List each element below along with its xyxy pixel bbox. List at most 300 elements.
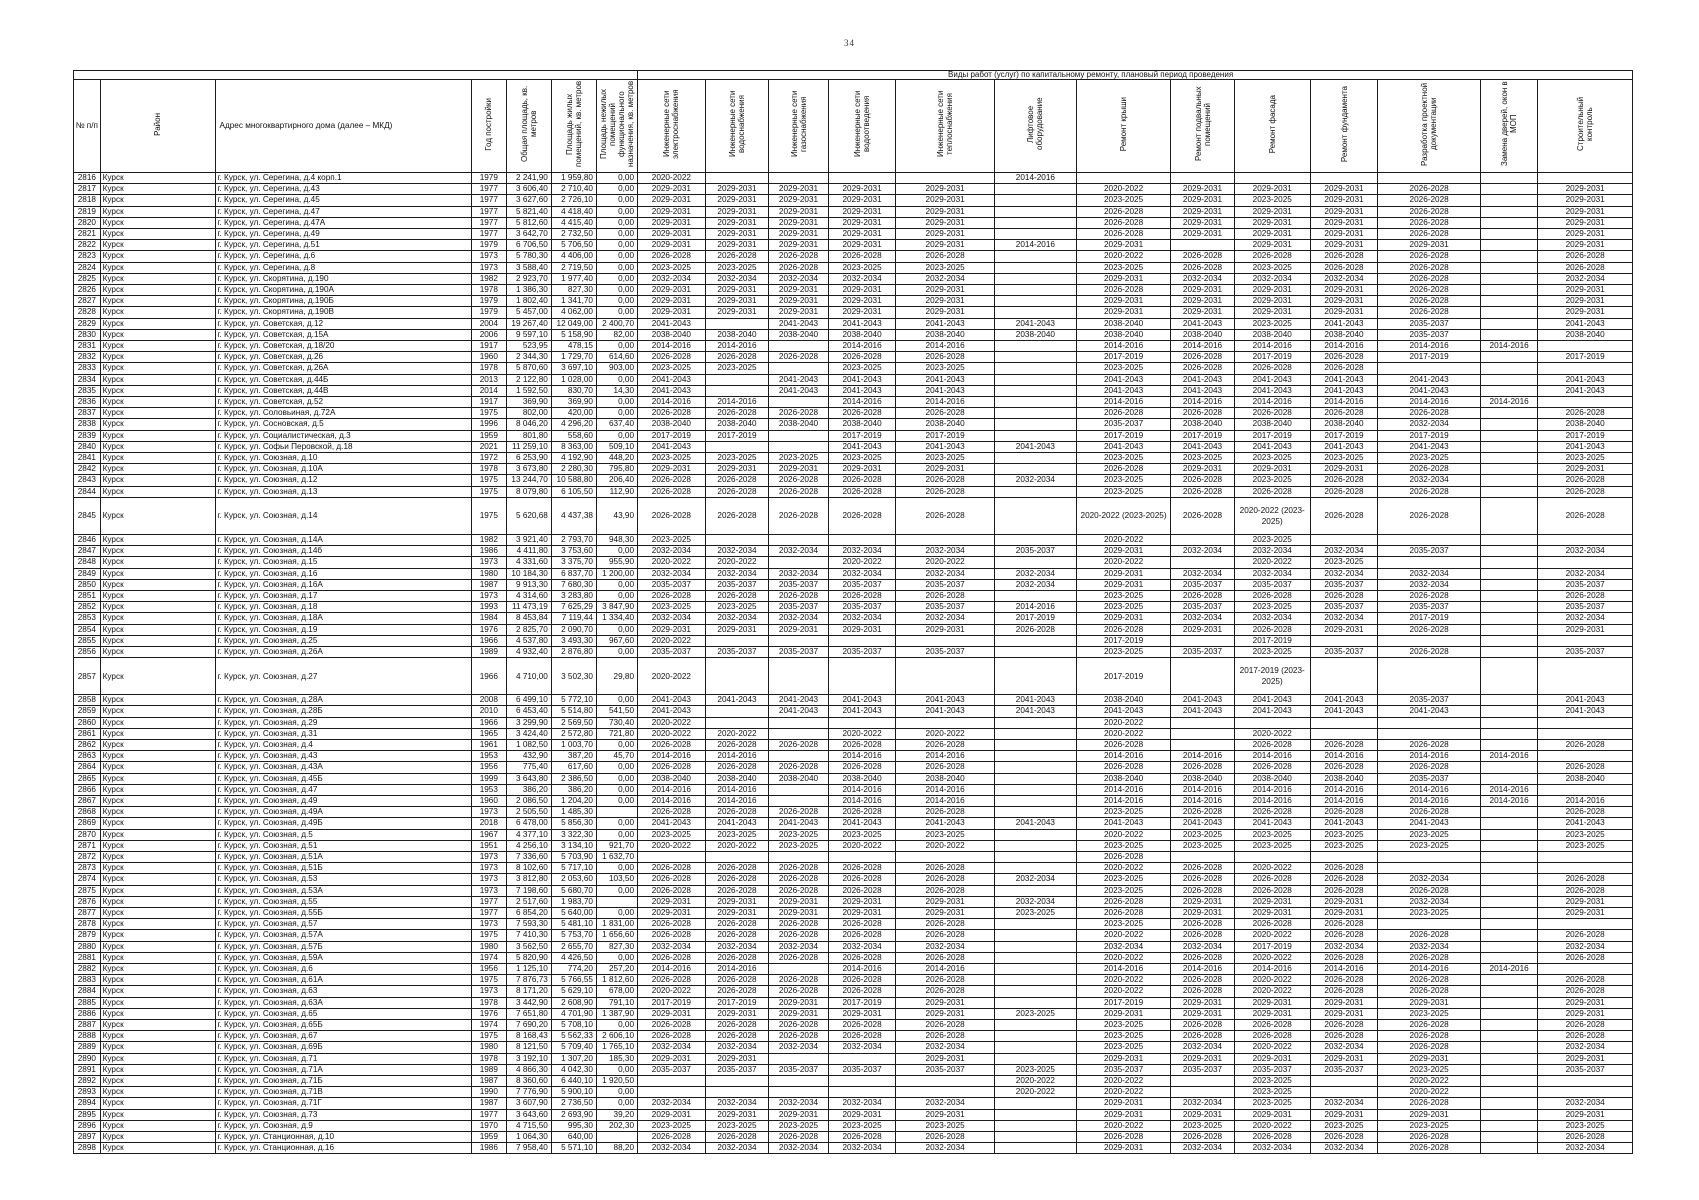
work-period-cell: 2029-2031 — [828, 184, 896, 195]
work-period-cell: 2029-2031 — [1234, 285, 1310, 296]
address-cell: г. Курск, ул. Союзная, д.43А — [215, 762, 471, 773]
work-period-cell — [896, 1087, 994, 1098]
work-period-cell: 2041-2043 — [1234, 441, 1310, 452]
work-period-cell: 2029-2031 — [705, 907, 769, 918]
work-period-cell: 2026-2028 — [638, 408, 706, 419]
work-period-cell — [1538, 658, 1633, 695]
work-period-cell: 2020-2022 — [1076, 251, 1170, 262]
row-number: 2833 — [74, 363, 101, 374]
work-period-cell: 2020-2022 — [1076, 975, 1170, 986]
work-period-cell — [1378, 863, 1481, 874]
address-cell: г. Курск, ул. Союзная, д.27 — [215, 658, 471, 695]
work-period-cell — [994, 453, 1076, 464]
living-area-cell: 5 571,10 — [551, 1143, 596, 1154]
work-period-cell: 2026-2028 — [1171, 262, 1235, 273]
work-period-cell — [1480, 262, 1537, 273]
table-row — [74, 975, 1633, 986]
work-period-cell — [769, 784, 828, 795]
work-period-cell: 2026-2028 — [1538, 930, 1633, 941]
work-period-cell: 2029-2031 — [638, 307, 706, 318]
work-period-cell: 2029-2031 — [769, 997, 828, 1008]
work-period-cell: 2026-2028 — [828, 930, 896, 941]
work-period-cell — [1171, 717, 1235, 728]
year-cell: 1972 — [471, 453, 506, 464]
row-number: 2888 — [74, 1031, 101, 1042]
year-cell: 1977 — [471, 184, 506, 195]
work-period-cell — [994, 408, 1076, 419]
work-period-cell: 2023-2025 — [1076, 885, 1170, 896]
table-row — [74, 229, 1633, 240]
work-period-cell: 2041-2043 — [1310, 385, 1378, 396]
work-period-cell: 2014-2016 — [638, 751, 706, 762]
work-period-cell: 2041-2043 — [769, 706, 828, 717]
work-period-cell: 2029-2031 — [896, 296, 994, 307]
year-cell: 2006 — [471, 329, 506, 340]
work-period-cell — [1480, 184, 1537, 195]
address-cell: г. Курск, ул. Союзная, д.65 — [215, 1008, 471, 1019]
work-period-cell: 2020-2022 — [994, 1087, 1076, 1098]
work-period-cell: 2029-2031 — [896, 997, 994, 1008]
work-period-cell: 2026-2028 — [896, 475, 994, 486]
row-number: 2841 — [74, 453, 101, 464]
work-period-cell: 2029-2031 — [896, 464, 994, 475]
year-cell: 1979 — [471, 296, 506, 307]
work-period-cell: 2026-2028 — [1378, 184, 1481, 195]
address-cell: г. Курск, ул. Советская, д.15А — [215, 329, 471, 340]
work-period-cell: 2026-2028 — [1310, 885, 1378, 896]
work-period-cell — [1480, 568, 1537, 579]
work-period-cell: 2029-2031 — [705, 296, 769, 307]
work-period-cell: 2026-2028 — [1310, 739, 1378, 750]
work-period-cell: 2029-2031 — [828, 896, 896, 907]
work-period-cell: 2020-2022 — [1076, 184, 1170, 195]
row-number: 2817 — [74, 184, 101, 195]
living-area-cell: 7 119,44 — [551, 613, 596, 624]
work-period-cell: 2023-2025 — [1538, 829, 1633, 840]
work-period-cell — [1480, 1143, 1537, 1154]
nonliving-area-cell: 0,00 — [596, 795, 637, 806]
living-area-cell: 12 049,00 — [551, 318, 596, 329]
work-period-cell: 2017-2019 — [1234, 430, 1310, 441]
work-period-cell: 2029-2031 — [1234, 206, 1310, 217]
total-area-cell: 7 593,30 — [506, 919, 551, 930]
nonliving-area-cell: 202,30 — [596, 1120, 637, 1131]
work-period-cell: 2026-2028 — [1171, 352, 1235, 363]
district-cell: Курск — [100, 408, 215, 419]
col-header-work-6: Лифтовое оборудование — [994, 80, 1076, 173]
living-area-cell: 5 514,80 — [551, 706, 596, 717]
row-number: 2844 — [74, 486, 101, 497]
table-row — [74, 318, 1633, 329]
row-number: 2850 — [74, 579, 101, 590]
total-area-cell: 523,95 — [506, 341, 551, 352]
row-number: 2845 — [74, 497, 101, 534]
col-header-num: № п/п — [74, 80, 101, 173]
work-period-cell: 2041-2043 — [638, 818, 706, 829]
row-number: 2897 — [74, 1132, 101, 1143]
district-cell: Курск — [100, 534, 215, 545]
work-period-cell: 2029-2031 — [828, 307, 896, 318]
living-area-cell: 5 680,70 — [551, 885, 596, 896]
work-period-cell: 2026-2028 — [828, 497, 896, 534]
address-cell: г. Курск, ул. Союзная, д.51А — [215, 851, 471, 862]
work-period-cell: 2026-2028 — [1378, 1098, 1481, 1109]
work-period-cell: 2029-2031 — [769, 307, 828, 318]
work-period-cell: 2026-2028 — [828, 986, 896, 997]
col-header-work-8: Ремонт подвальных помещений — [1171, 80, 1235, 173]
year-cell: 2014 — [471, 385, 506, 396]
living-area-cell: 1 729,70 — [551, 352, 596, 363]
work-period-cell: 2032-2034 — [1538, 546, 1633, 557]
living-area-cell: 3 322,30 — [551, 829, 596, 840]
work-period-cell: 2026-2028 — [1378, 952, 1481, 963]
living-area-cell: 3 502,30 — [551, 658, 596, 695]
work-period-cell: 2041-2043 — [1310, 818, 1378, 829]
total-area-cell: 5 780,30 — [506, 251, 551, 262]
work-period-cell: 2032-2034 — [769, 546, 828, 557]
district-cell: Курск — [100, 784, 215, 795]
work-period-cell: 2032-2034 — [1234, 613, 1310, 624]
work-period-cell: 2026-2028 — [1234, 919, 1310, 930]
work-period-cell — [1171, 851, 1235, 862]
work-period-cell: 2026-2028 — [638, 930, 706, 941]
work-period-cell: 2014-2016 — [1310, 964, 1378, 975]
work-period-cell: 2035-2037 — [769, 646, 828, 657]
work-period-cell: 2026-2028 — [1378, 195, 1481, 206]
work-period-cell: 2032-2034 — [1310, 613, 1378, 624]
work-period-cell: 2026-2028 — [1538, 1132, 1633, 1143]
work-period-cell: 2032-2034 — [769, 613, 828, 624]
address-cell: г. Курск, ул. Союзная, д.49А — [215, 807, 471, 818]
work-period-cell: 2026-2028 — [1538, 807, 1633, 818]
work-period-cell: 2038-2040 — [1171, 419, 1235, 430]
year-cell: 1986 — [471, 1143, 506, 1154]
year-cell: 1973 — [471, 262, 506, 273]
work-period-cell: 2023-2025 — [1076, 486, 1170, 497]
work-period-cell: 2026-2028 — [896, 739, 994, 750]
work-period-cell: 2026-2028 — [1378, 762, 1481, 773]
work-period-cell: 2029-2031 — [896, 896, 994, 907]
work-period-cell: 2026-2028 — [1538, 251, 1633, 262]
nonliving-area-cell: 2 606,10 — [596, 1031, 637, 1042]
work-period-cell: 2035-2037 — [1310, 579, 1378, 590]
table-row — [74, 658, 1633, 695]
work-period-cell — [1171, 728, 1235, 739]
work-period-cell: 2026-2028 — [769, 952, 828, 963]
year-cell: 1977 — [471, 896, 506, 907]
table-row — [74, 695, 1633, 706]
work-period-cell: 2023-2025 — [1234, 318, 1310, 329]
work-period-cell: 2026-2028 — [638, 762, 706, 773]
work-period-cell: 2032-2034 — [705, 568, 769, 579]
table-row — [74, 1109, 1633, 1120]
work-period-cell: 2023-2025 — [1378, 1064, 1481, 1075]
address-cell: г. Курск, ул. Скорятина, д.190Б — [215, 296, 471, 307]
work-period-cell: 2026-2028 — [638, 863, 706, 874]
total-area-cell: 2 505,50 — [506, 807, 551, 818]
work-period-cell: 2026-2028 — [705, 408, 769, 419]
table-row — [74, 497, 1633, 534]
work-period-cell: 2020-2022 — [1076, 863, 1170, 874]
work-period-cell: 2035-2037 — [1538, 579, 1633, 590]
year-cell: 1966 — [471, 658, 506, 695]
work-period-cell: 2023-2025 — [1310, 829, 1378, 840]
total-area-cell: 4 932,40 — [506, 646, 551, 657]
work-period-cell: 2032-2034 — [769, 1042, 828, 1053]
work-period-cell — [1171, 635, 1235, 646]
work-period-cell: 2029-2031 — [1076, 579, 1170, 590]
district-cell: Курск — [100, 240, 215, 251]
work-period-cell: 2026-2028 — [1171, 251, 1235, 262]
district-cell: Курск — [100, 728, 215, 739]
work-period-cell: 2026-2028 — [769, 497, 828, 534]
work-period-cell — [1378, 534, 1481, 545]
total-area-cell: 4 537,80 — [506, 635, 551, 646]
nonliving-area-cell: 0,00 — [596, 907, 637, 918]
work-period-cell: 2014-2016 — [1378, 784, 1481, 795]
work-period-cell — [1538, 919, 1633, 930]
nonliving-area-cell: 1 812,60 — [596, 975, 637, 986]
district-cell: Курск — [100, 296, 215, 307]
work-period-cell: 2029-2031 — [1310, 184, 1378, 195]
work-period-cell: 2020-2022 — [705, 728, 769, 739]
work-period-cell: 2014-2016 — [896, 784, 994, 795]
work-period-cell: 2041-2043 — [1310, 441, 1378, 452]
table-row — [74, 739, 1633, 750]
work-period-cell: 2023-2025 — [1378, 1120, 1481, 1131]
work-period-cell — [1480, 907, 1537, 918]
work-period-cell: 2026-2028 — [828, 1031, 896, 1042]
living-area-cell: 2 726,10 — [551, 195, 596, 206]
work-period-cell: 2038-2040 — [828, 419, 896, 430]
table-row — [74, 807, 1633, 818]
work-period-cell — [1171, 1076, 1235, 1087]
work-period-cell: 2026-2028 — [1378, 624, 1481, 635]
work-period-cell: 2026-2028 — [705, 251, 769, 262]
work-period-cell: 2029-2031 — [1310, 624, 1378, 635]
work-period-cell: 2038-2040 — [1171, 773, 1235, 784]
row-number: 2864 — [74, 762, 101, 773]
work-period-cell: 2029-2031 — [1171, 184, 1235, 195]
work-period-cell — [1538, 851, 1633, 862]
work-period-cell: 2017-2019 — [1378, 430, 1481, 441]
work-period-cell: 2035-2037 — [1378, 546, 1481, 557]
work-period-cell: 2026-2028 — [1076, 229, 1170, 240]
work-period-cell: 2041-2043 — [1234, 385, 1310, 396]
year-cell: 1977 — [471, 229, 506, 240]
living-area-cell: 558,60 — [551, 430, 596, 441]
work-period-cell: 2023-2025 — [705, 453, 769, 464]
row-number: 2886 — [74, 1008, 101, 1019]
nonliving-area-cell: 0,00 — [596, 374, 637, 385]
work-period-cell — [705, 706, 769, 717]
year-cell: 1979 — [471, 173, 506, 184]
row-number: 2896 — [74, 1120, 101, 1131]
total-area-cell: 4 411,80 — [506, 546, 551, 557]
work-period-cell: 2041-2043 — [1378, 818, 1481, 829]
work-period-cell — [1480, 464, 1537, 475]
work-period-cell — [994, 717, 1076, 728]
work-period-cell: 2029-2031 — [896, 195, 994, 206]
work-period-cell: 2029-2031 — [1076, 613, 1170, 624]
table-row — [74, 296, 1633, 307]
work-period-cell — [1480, 590, 1537, 601]
work-period-cell: 2029-2031 — [705, 1109, 769, 1120]
district-cell: Курск — [100, 307, 215, 318]
row-number: 2843 — [74, 475, 101, 486]
work-period-cell: 2026-2028 — [1378, 807, 1481, 818]
table-row — [74, 874, 1633, 885]
work-period-cell: 2023-2025 — [994, 1064, 1076, 1075]
row-number: 2828 — [74, 307, 101, 318]
row-number: 2827 — [74, 296, 101, 307]
work-period-cell: 2023-2025 — [828, 453, 896, 464]
work-period-cell: 2023-2025 — [1378, 453, 1481, 464]
work-period-cell — [705, 441, 769, 452]
work-period-cell: 2026-2028 — [1171, 497, 1235, 534]
work-period-cell: 2032-2034 — [1310, 1042, 1378, 1053]
work-period-cell: 2023-2025 — [1076, 195, 1170, 206]
work-period-cell: 2026-2028 — [769, 1031, 828, 1042]
table-row — [74, 1076, 1633, 1087]
work-period-cell: 2029-2031 — [1234, 307, 1310, 318]
work-period-cell: 2038-2040 — [1076, 773, 1170, 784]
work-period-cell — [1480, 1098, 1537, 1109]
living-area-cell: 4 418,40 — [551, 206, 596, 217]
work-period-cell: 2026-2028 — [1378, 975, 1481, 986]
row-number: 2860 — [74, 717, 101, 728]
total-area-cell: 801,80 — [506, 430, 551, 441]
work-period-cell: 2026-2028 — [1538, 739, 1633, 750]
work-period-cell: 2017-2019 — [828, 997, 896, 1008]
nonliving-area-cell: 948,30 — [596, 534, 637, 545]
work-period-cell — [1480, 173, 1537, 184]
work-period-cell: 2026-2028 — [769, 1020, 828, 1031]
work-period-cell: 2026-2028 — [1538, 874, 1633, 885]
work-period-cell: 2029-2031 — [1076, 568, 1170, 579]
work-period-cell: 2020-2022 — [638, 635, 706, 646]
work-period-cell: 2020-2022 — [1234, 975, 1310, 986]
district-cell: Курск — [100, 251, 215, 262]
work-period-cell: 2026-2028 — [769, 590, 828, 601]
work-period-cell — [994, 285, 1076, 296]
work-period-cell: 2032-2034 — [828, 568, 896, 579]
work-period-cell — [769, 1053, 828, 1064]
address-cell: г. Курск, ул. Союзная, д.49 — [215, 795, 471, 806]
work-period-cell: 2026-2028 — [705, 919, 769, 930]
work-period-cell: 2026-2028 — [1310, 952, 1378, 963]
year-cell: 1975 — [471, 1031, 506, 1042]
work-period-cell — [994, 229, 1076, 240]
work-period-cell: 2026-2028 — [1310, 986, 1378, 997]
address-cell: г. Курск, ул. Советская, д.26 — [215, 352, 471, 363]
work-period-cell: 2029-2031 — [769, 624, 828, 635]
work-period-cell — [1171, 739, 1235, 750]
work-period-cell: 2029-2031 — [828, 229, 896, 240]
work-period-cell: 2032-2034 — [1538, 941, 1633, 952]
work-period-cell: 2026-2028 — [638, 251, 706, 262]
total-area-cell: 7 776,90 — [506, 1087, 551, 1098]
work-period-cell: 2014-2016 — [705, 795, 769, 806]
work-period-cell — [1234, 851, 1310, 862]
year-cell: 1953 — [471, 751, 506, 762]
work-period-cell: 2041-2043 — [994, 318, 1076, 329]
row-number: 2876 — [74, 896, 101, 907]
work-period-cell: 2023-2025 — [1171, 453, 1235, 464]
work-period-cell: 2029-2031 — [1076, 273, 1170, 284]
year-cell: 1978 — [471, 363, 506, 374]
address-cell: г. Курск, ул. Союзная, д.19 — [215, 624, 471, 635]
work-period-cell: 2026-2028 — [828, 486, 896, 497]
work-period-cell: 2014-2016 — [638, 341, 706, 352]
total-area-cell: 9 597,10 — [506, 329, 551, 340]
work-period-cell — [769, 717, 828, 728]
work-period-cell: 2026-2028 — [1076, 206, 1170, 217]
row-number: 2847 — [74, 546, 101, 557]
work-period-cell — [1480, 941, 1537, 952]
work-period-cell — [1480, 1120, 1537, 1131]
work-period-cell: 2020-2022 — [1076, 930, 1170, 941]
work-period-cell: 2035-2037 — [1076, 1064, 1170, 1075]
work-period-cell — [1480, 1053, 1537, 1064]
work-period-cell: 2020-2022 — [896, 728, 994, 739]
work-period-cell — [1480, 975, 1537, 986]
nonliving-area-cell: 82,00 — [596, 329, 637, 340]
work-period-cell: 2041-2043 — [994, 441, 1076, 452]
district-cell: Курск — [100, 486, 215, 497]
year-cell: 1975 — [471, 930, 506, 941]
row-number: 2868 — [74, 807, 101, 818]
work-period-cell: 2023-2025 — [705, 262, 769, 273]
year-cell: 1977 — [471, 206, 506, 217]
address-cell: г. Курск, ул. Союзная, д.5 — [215, 829, 471, 840]
work-period-cell: 2020-2022 — [1234, 1042, 1310, 1053]
table-row — [74, 964, 1633, 975]
work-period-cell: 2020-2022 — [994, 1076, 1076, 1087]
nonliving-area-cell: 1 765,10 — [596, 1042, 637, 1053]
work-period-cell — [994, 646, 1076, 657]
work-period-cell — [1538, 173, 1633, 184]
work-period-cell: 2032-2034 — [1310, 546, 1378, 557]
work-period-cell: 2032-2034 — [1538, 568, 1633, 579]
district-cell: Курск — [100, 896, 215, 907]
work-period-cell — [828, 1076, 896, 1087]
address-cell: г. Курск, ул. Союзная, д.45Б — [215, 773, 471, 784]
year-cell: 1973 — [471, 863, 506, 874]
work-period-cell: 2041-2043 — [828, 818, 896, 829]
work-period-cell: 2032-2034 — [769, 273, 828, 284]
living-area-cell: 2 719,50 — [551, 262, 596, 273]
work-period-cell: 2026-2028 — [769, 408, 828, 419]
capital-repair-schedule-document — [73, 70, 1633, 1154]
work-period-cell: 2029-2031 — [1076, 296, 1170, 307]
district-cell: Курск — [100, 1042, 215, 1053]
work-period-cell: 2014-2016 — [1480, 397, 1537, 408]
row-number: 2859 — [74, 706, 101, 717]
work-period-cell: 2023-2025 — [1076, 919, 1170, 930]
col-header-work-3: Инженерные сети газоснабжения — [769, 80, 828, 173]
living-area-cell: 6 105,50 — [551, 486, 596, 497]
work-period-cell: 2029-2031 — [1171, 997, 1235, 1008]
row-number: 2819 — [74, 206, 101, 217]
work-period-cell: 2029-2031 — [1538, 997, 1633, 1008]
work-period-cell: 2032-2034 — [896, 1098, 994, 1109]
work-period-cell: 2026-2028 — [769, 762, 828, 773]
row-number: 2823 — [74, 251, 101, 262]
schedule-rows — [74, 173, 1633, 1154]
work-period-cell: 2026-2028 — [1171, 762, 1235, 773]
work-period-cell: 2035-2037 — [1538, 602, 1633, 613]
